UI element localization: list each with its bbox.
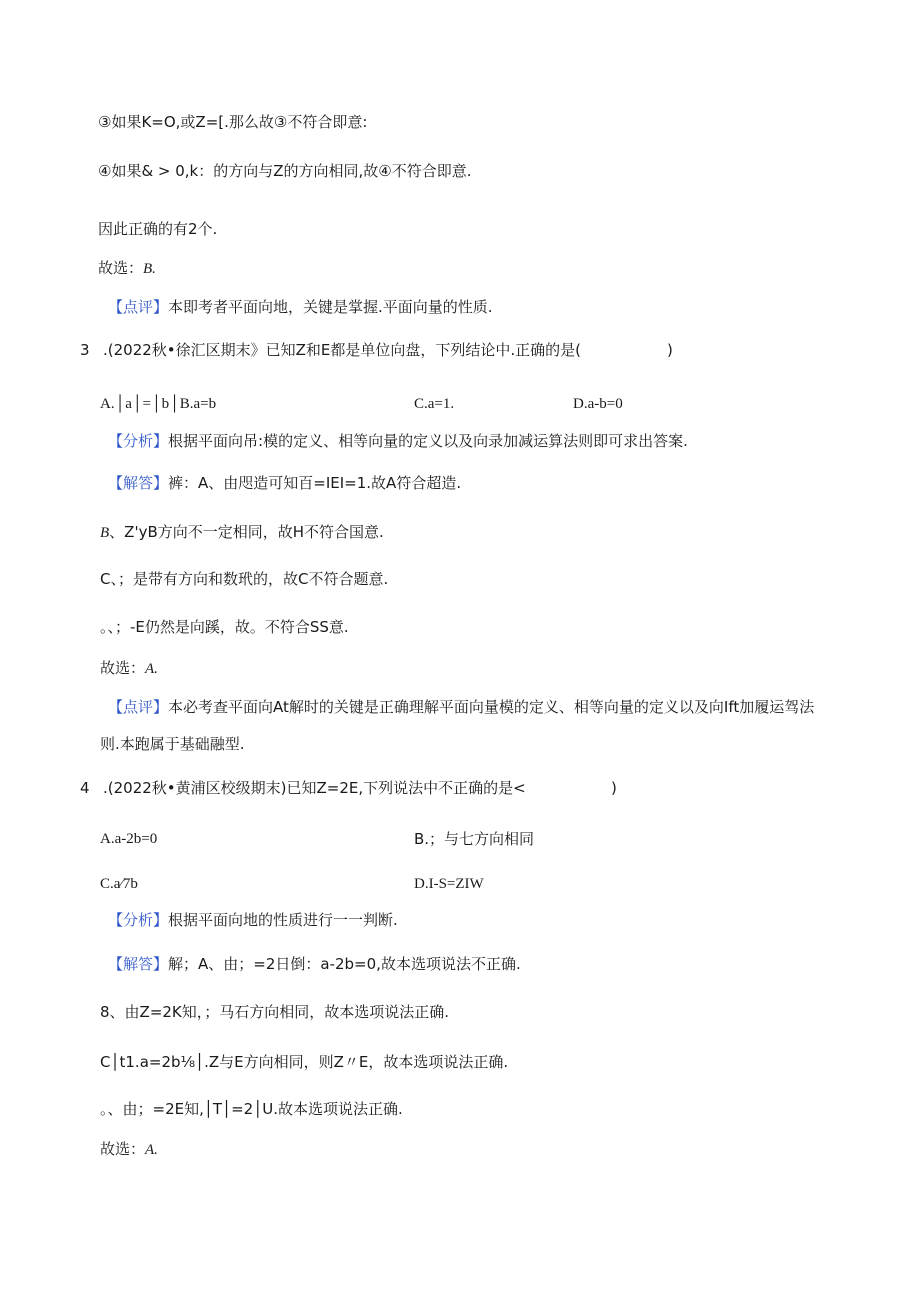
q4-option-b: B.；与七方向相同 xyxy=(414,830,535,848)
answer-line-q2 xyxy=(98,258,156,279)
analysis-text: 根据平面向地的性质进行一一判断. xyxy=(168,911,398,929)
q4-solution-b: 8、由Z=2K知，；马石方向相同，故本选项说法正确. xyxy=(100,1003,450,1021)
line-item-4-conclusion: ④如果& > 0,k：的方向与Z的方向相同,故④不符合即意. xyxy=(98,162,472,180)
q3-analysis xyxy=(108,431,688,451)
solution-text: 裤：A、由咫造可知百=IEI=1.故A符合超造. xyxy=(168,474,462,492)
comment-text: 本必考查平面向At解时的关键是正确理解平面向量模的定义、相等向量的定义以及向Ift加履运驾法 xyxy=(168,698,815,716)
comment-line-q3-cont: 则.本跑属于基础融型. xyxy=(100,735,245,753)
q3-option-d: D.a-b=0 xyxy=(573,396,623,412)
answer-label: 故选： xyxy=(100,659,146,677)
q3-solution xyxy=(108,473,461,493)
q3-solution-c: C、；是带有方向和数玳的，故C不符合题意. xyxy=(100,570,389,588)
q4-option-c: C.a∕7b xyxy=(100,876,138,892)
analysis-text: 根据平面向吊:模的定义、相等向量的定义以及向录加减运算法则即可求出答案. xyxy=(168,432,688,450)
line-item-3-conclusion: ③如果K=O,或Z=[.那么故③不符合即意: xyxy=(98,113,368,131)
question-4-number: 4 xyxy=(80,779,90,797)
q4-option-d: D.I-S=ZIW xyxy=(414,876,484,892)
answer-value: A. xyxy=(145,1142,158,1158)
comment-tag: 【点评】 xyxy=(108,298,169,316)
q4-solution-d: 。、由；=2E知,│T│=2│U.故本选项说法正确. xyxy=(100,1100,403,1118)
answer-label: 故选： xyxy=(98,259,144,277)
solution-b-text: 、Z'yB方向不一定相同，故H不符合国意. xyxy=(109,523,384,541)
q3-solution-b xyxy=(100,522,384,543)
answer-line-q3 xyxy=(100,658,158,679)
option-letter: B xyxy=(100,525,110,541)
analysis-tag: 【分析】 xyxy=(108,911,169,929)
question-3-paren-close: ) xyxy=(667,341,673,359)
q3-option-c: C.a=1. xyxy=(414,396,455,412)
comment-tag: 【点评】 xyxy=(108,698,169,716)
comment-text: 本即考者平面向地，关键是掌握.平面向量的性质. xyxy=(168,298,493,316)
summary-line: 因此正确的有2个. xyxy=(98,220,218,238)
question-3-number: 3 xyxy=(80,341,90,359)
answer-value: B. xyxy=(143,261,156,277)
q4-solution-c: C│t1.a=2b⅛│.Z与E方向相同，则Z〃E，故本选项说法正确. xyxy=(100,1053,509,1071)
analysis-tag: 【分析】 xyxy=(108,432,169,450)
solution-tag: 【解答】 xyxy=(108,955,169,973)
answer-label: 故选： xyxy=(100,1140,146,1158)
comment-line-q2 xyxy=(108,297,493,317)
answer-value: A. xyxy=(145,661,158,677)
q4-option-a: A.a-2b=0 xyxy=(100,831,158,847)
q4-analysis xyxy=(108,910,398,930)
q4-solution xyxy=(108,954,521,974)
comment-line-q3 xyxy=(108,697,814,717)
solution-tag: 【解答】 xyxy=(108,474,169,492)
question-4-paren-close: ) xyxy=(611,779,617,797)
q3-solution-d: 。、；-E仍然是向蹊，故。不符合SS意. xyxy=(100,618,349,636)
q3-option-a-b: A.│a│=│b│B.a=b xyxy=(100,396,217,412)
question-3-stem: .(2022秋•徐汇区期末》已知Z和E都是单位向盘，下列结论中.正确的是( xyxy=(103,341,582,359)
answer-line-q4 xyxy=(100,1139,158,1160)
question-4-stem: .(2022秋•黄浦区校级期末)已知Z=2E,下列说法中不正确的是< xyxy=(103,779,526,797)
solution-text: 解；A、由；=2日倒：a-2b=0,故本选项说法不正确. xyxy=(168,955,521,973)
